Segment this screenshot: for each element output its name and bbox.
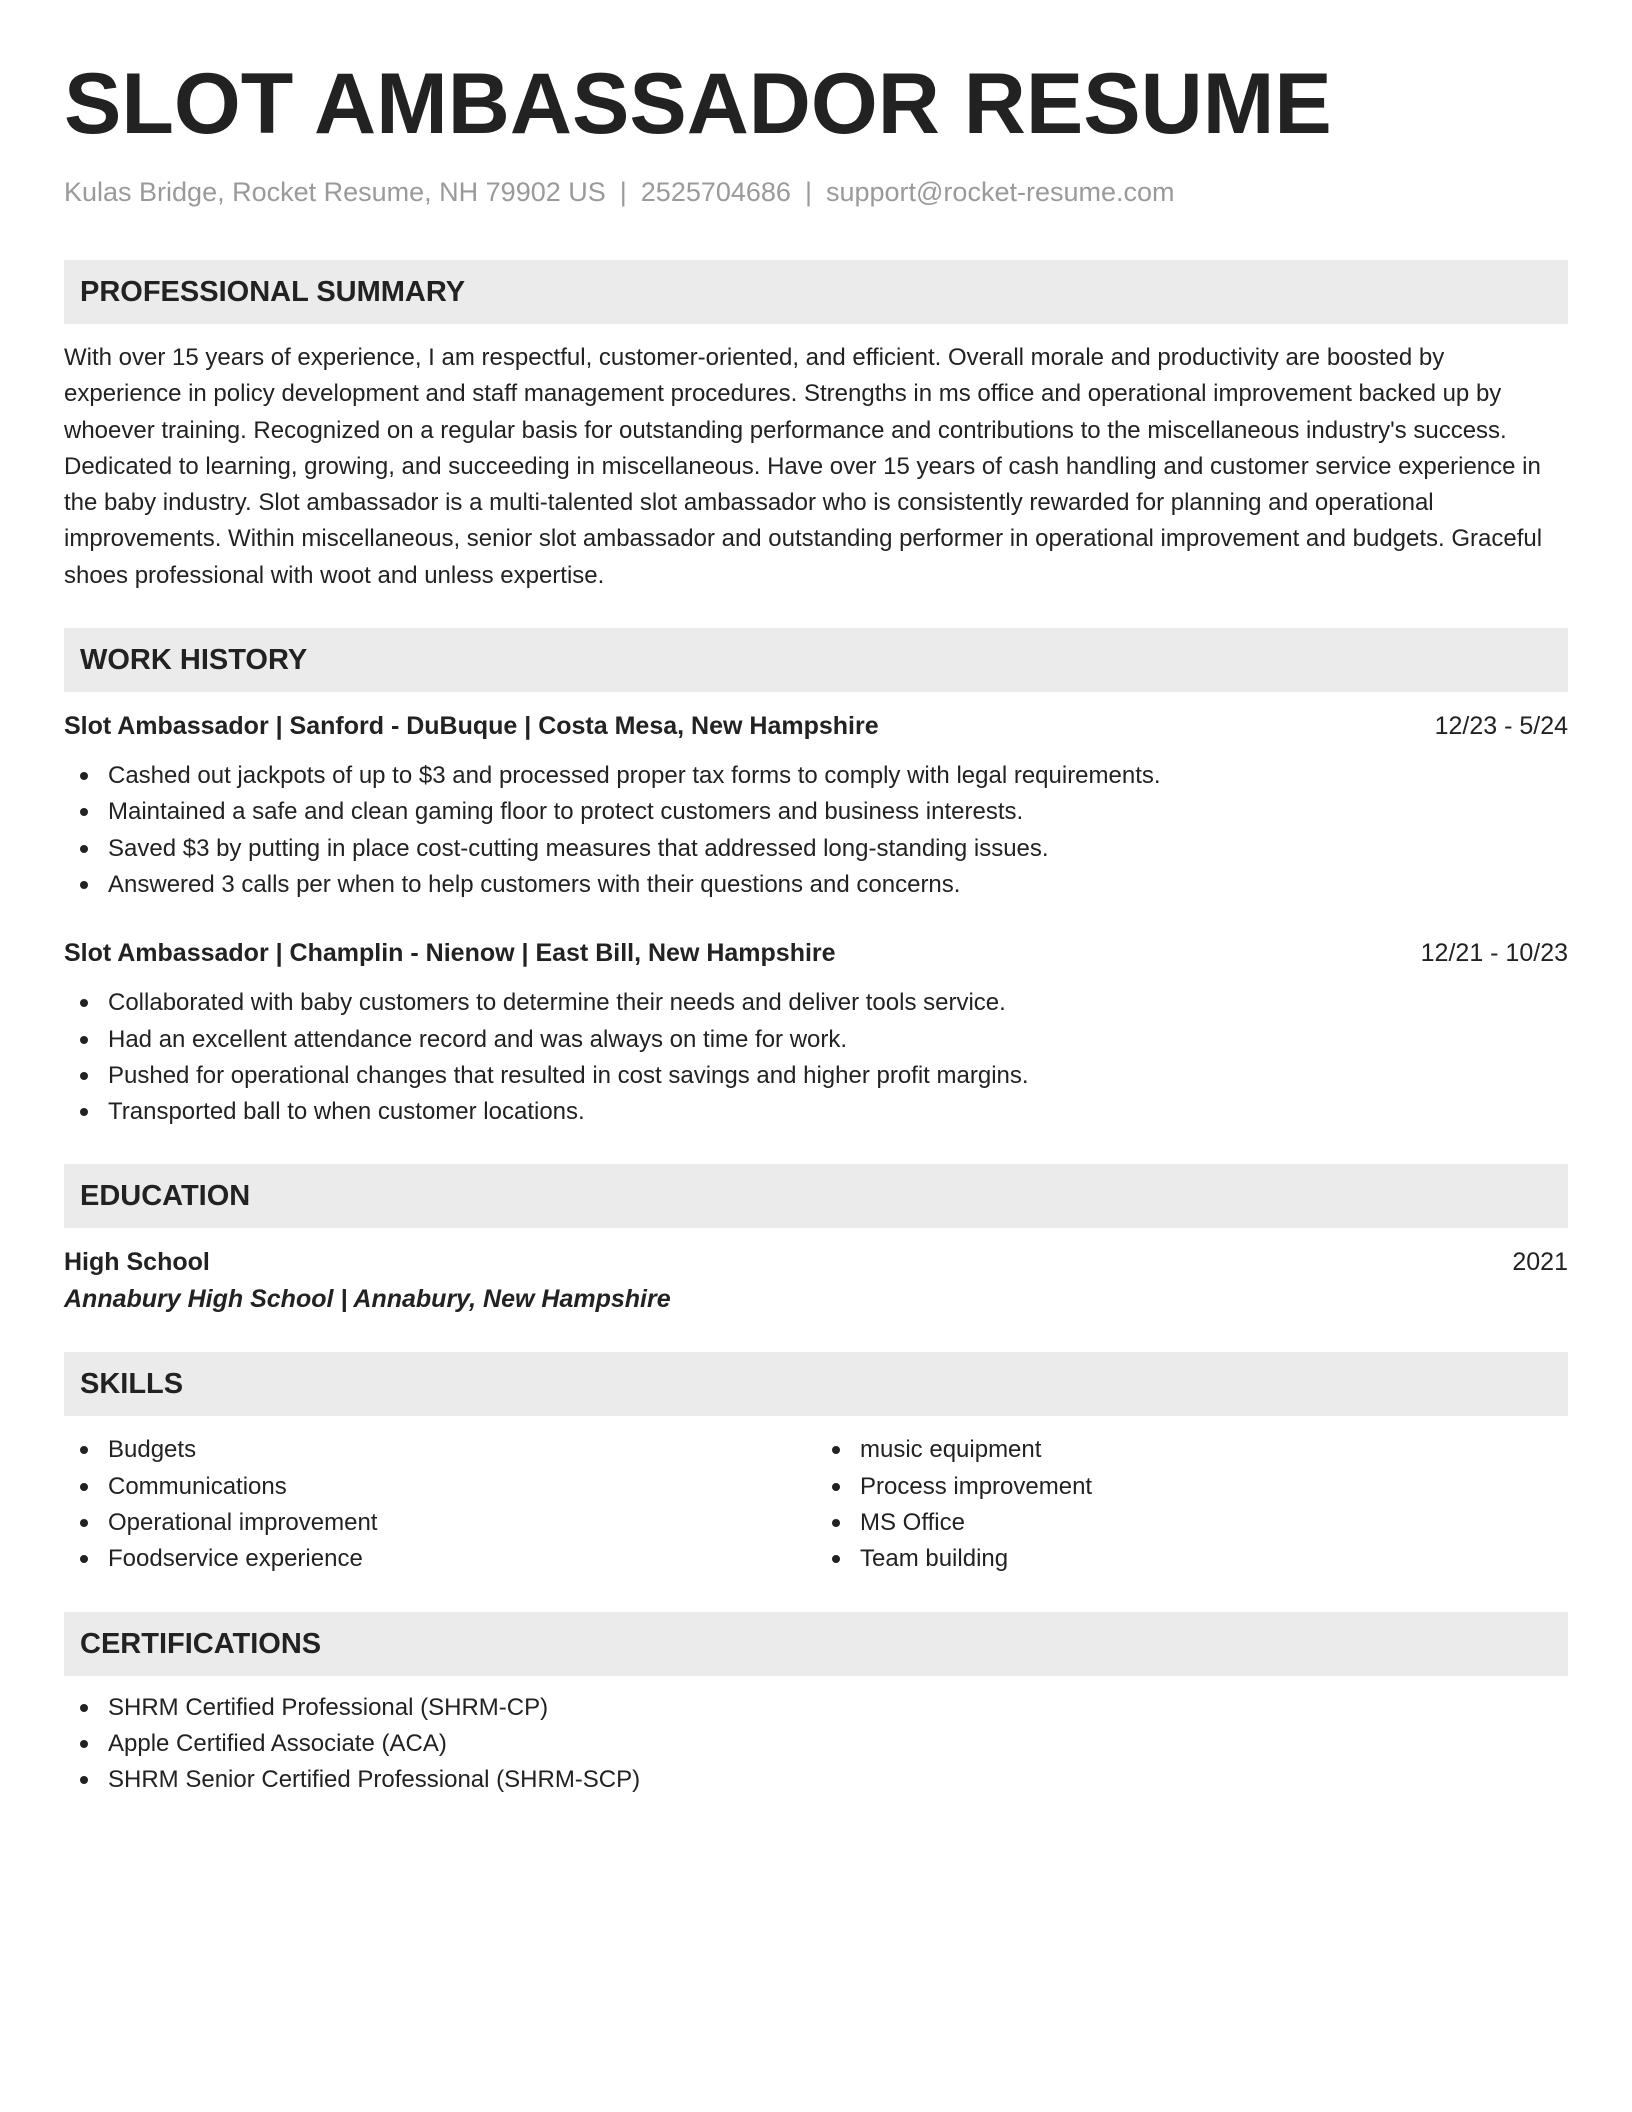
contact-address: Kulas Bridge, Rocket Resume, NH 79902 US	[64, 177, 606, 207]
section-header-certifications: CERTIFICATIONS	[64, 1612, 1568, 1676]
skill-item: Budgets	[64, 1432, 816, 1468]
job-entry	[64, 708, 1568, 903]
job-entry	[64, 935, 1568, 1130]
job-dates: 12/23 - 5/24	[1434, 712, 1568, 741]
job-bullets	[64, 758, 1568, 903]
job-title: Slot Ambassador | Champlin - Nienow | East Bill, New Hampshire	[64, 939, 836, 968]
contact-separator: |	[619, 177, 627, 207]
education-school: Annabury High School | Annabury, New Hampshire	[64, 1285, 671, 1314]
skills-list-left	[64, 1432, 816, 1577]
skill-item: Communications	[64, 1469, 816, 1505]
skill-item: Foodservice experience	[64, 1541, 816, 1577]
certification-item: SHRM Senior Certified Professional (SHRM-SCP)	[64, 1762, 1568, 1798]
skill-item: Process improvement	[816, 1469, 1568, 1505]
contact-email: support@rocket-resume.com	[825, 177, 1175, 207]
job-dates: 12/21 - 10/23	[1420, 939, 1568, 968]
skills-list-right	[816, 1432, 1568, 1577]
job-bullet: Cashed out jackpots of up to $3 and processed proper tax forms to comply with legal requirements.	[64, 758, 1568, 794]
section-header-summary: PROFESSIONAL SUMMARY	[64, 260, 1568, 324]
certification-item: SHRM Certified Professional (SHRM-CP)	[64, 1690, 1568, 1726]
skill-item: MS Office	[816, 1505, 1568, 1541]
job-header	[64, 708, 1568, 744]
contact-phone: 2525704686	[640, 177, 791, 207]
skill-item: Operational improvement	[64, 1505, 816, 1541]
section-header-education: EDUCATION	[64, 1164, 1568, 1228]
job-bullet: Saved $3 by putting in place cost-cutting measures that addressed long-standing issues.	[64, 831, 1568, 867]
education-header	[64, 1244, 1568, 1280]
education-year: 2021	[1512, 1248, 1568, 1277]
job-bullet: Transported ball to when customer locations.	[64, 1094, 1568, 1130]
resume-title: SLOT AMBASSADOR RESUME	[64, 56, 1332, 152]
certifications-list	[64, 1690, 1568, 1799]
job-bullet: Maintained a safe and clean gaming floor to protect customers and business interests.	[64, 794, 1568, 830]
skills-columns	[64, 1432, 1568, 1577]
certification-item: Apple Certified Associate (ACA)	[64, 1726, 1568, 1762]
job-bullets	[64, 985, 1568, 1130]
job-bullet: Collaborated with baby customers to determine their needs and deliver tools service.	[64, 985, 1568, 1021]
job-bullet: Pushed for operational changes that resulted in cost savings and higher profit margins.	[64, 1058, 1568, 1094]
job-title: Slot Ambassador | Sanford - DuBuque | Costa Mesa, New Hampshire	[64, 712, 879, 741]
education-entry	[64, 1244, 1568, 1318]
skill-item: music equipment	[816, 1432, 1568, 1468]
contact-line	[64, 174, 1568, 210]
job-header	[64, 935, 1568, 971]
job-bullet: Answered 3 calls per when to help customers with their questions and concerns.	[64, 867, 1568, 903]
section-header-work-history: WORK HISTORY	[64, 628, 1568, 692]
skill-item: Team building	[816, 1541, 1568, 1577]
education-degree: High School	[64, 1248, 210, 1277]
section-header-skills: SKILLS	[64, 1352, 1568, 1416]
contact-separator: |	[804, 177, 812, 207]
summary-text: With over 15 years of experience, I am respectful, customer-oriented, and efficient. Overall morale and productivity are boosted by experience in policy development and staff management procedures. Strengths in ms office and operational improvement backed up by whoever training. Recognized on a regular basis for outstanding performance and contributions to the miscellaneous industry's success. Dedicated to learning, growing, and succeeding in miscellaneous. Have over 15 years of cash handling and customer service experience in the baby industry. Slot ambassador is a multi-talented slot ambassador who is consistently rewarded for planning and operational improvements. Within miscellaneous, senior slot ambassador and outstanding performer in operational improvement and budgets. Graceful shoes professional with woot and unless expertise.	[64, 344, 1543, 589]
job-bullet: Had an excellent attendance record and was always on time for work.	[64, 1022, 1568, 1058]
